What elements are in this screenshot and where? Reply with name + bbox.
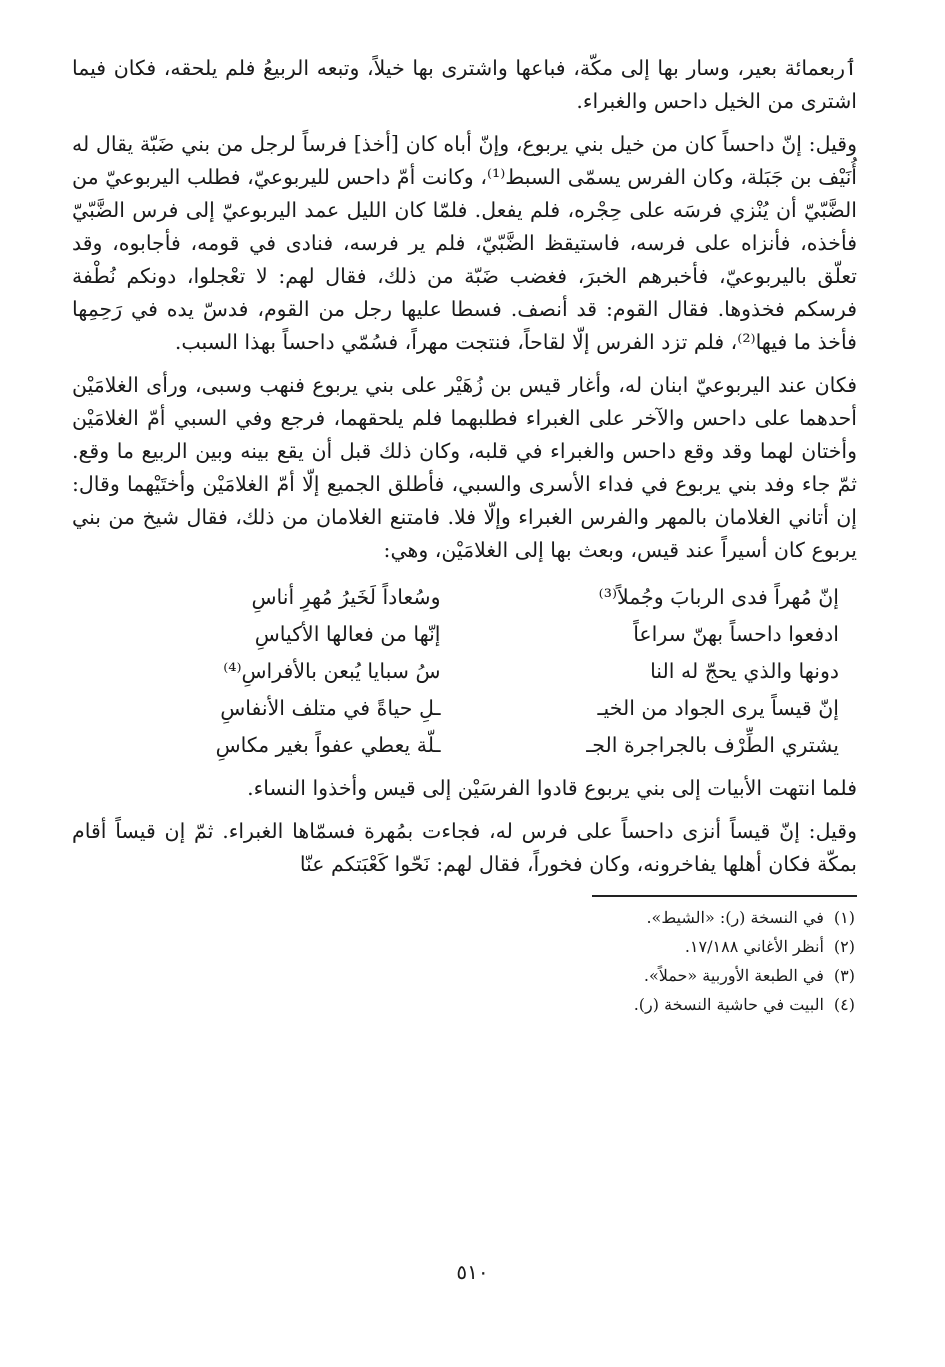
footnote-number: (١)	[833, 908, 855, 927]
footnote-number: (٤)	[833, 995, 855, 1014]
verse-5-first-hemistich: يشتري الطِّرْف بالجراجرة الجـ	[586, 733, 839, 757]
verse-3-second-hemistich: سُ سبايا يُبعن بالأفراسِ⁽⁴⁾	[223, 659, 441, 683]
verse-1-first-hemistich: إنّ مُهراً فدى الربابَ وجُملاً⁽³⁾	[598, 585, 839, 609]
footnote-text: في الطبعة الأوربية «حملاً».	[643, 966, 824, 985]
paragraph-1: ٲربعمائة بعير، وسار بها إلى مكّة، فباعها واشترى بها خيلاً، وتبعه الربيعُ فلم يلحقه، فكان فيما اشترى من الخيل داحس والغبراء.	[72, 56, 857, 113]
paragraph-3: فكان عند اليربوعيّ ابنان له، وأغار قيس بن زُهَيْر على بني يربوع فنهب وسبى، ورأى الغلامَيْن أحدهما على داحس والآخر على الغبراء فطلبهما فلم يلحقهما، فرجع وفي السبي أمّ الغلامَيْن وأختان لهما وقد وقع داحس والغبراء في قلبه، وكان ذلك قبل أن يقع بينه وبين الربيع ما وقع. ثمّ جاء وفد بني يربوع في فداء الأسرى والسبي، فأطلق الجميع إلّا أمّ الغلامَيْن وأختَيْهما وقال: إن أتاني الغلامان بالمهر والفرس الغبراء وإلّا فلا. فامتنع الغلامان من ذلك، فقال شيخ من بني يربوع كان أسيراً عند قيس، وبعث بها إلى الغلامَيْن، وهي:	[72, 373, 857, 562]
verse-2-second-hemistich: إنّها من فعالها الأكياسِ	[254, 622, 441, 646]
footnote-number: (٣)	[833, 966, 855, 985]
paragraph-2: وقيل: إنّ داحساً كان من خيل بني يربوع، وإنّ أباه كان [أخذ] فرساً لرجل من بني ضَبّة يقال له أُنَيْف بن جَبَلة، وكان الفرس يسمّى السبط⁽¹⁾، وكانت أمّ داحس لليربوعيّ، فطلب اليربوعيّ من الضَّبّيّ أن يُنْزي فرسَه على حِجْره، فلم يفعل. فلمّا كان الليل عمد اليربوعيّ إلى فرس الضَّبّيّ فأخذه، فأنزاه على فرسه، فاستيقظ الضَّبّيّ، فلم ير فرسه، فنادى في قومه، فأجابوه، وقد تعلّق باليربوعيّ، فأخبرهم الخبرَ، فغضب ضَبّة من ذلك، فقال لهم: لا تعْجلوا، دونكم نُطْفة فرسكم فخذوها. فقال القوم: قد أنصف. فسطا عليها رجل من القوم، فدسّ يده في رَحِمِها فأخذ ما فيها⁽²⁾، فلم تزد الفرس إلّا لقاحاً، فنتجت مهراً، فسُمّي داحساً بهذا السبب.	[72, 132, 857, 354]
verse-2-first-hemistich: ادفعوا داحساً بهنّ سراعاً	[633, 622, 839, 646]
page-number: ٥١٠	[456, 1260, 489, 1284]
main-text	[72, 52, 857, 881]
footnotes	[72, 903, 857, 1019]
footnote-2	[72, 932, 855, 961]
footnote-text: أنظر الأغاني ١٧/١٨٨.	[684, 937, 824, 956]
footnote-text: البيت في حاشية النسخة (ر).	[633, 995, 824, 1014]
verse-1-second-hemistich: وسُعاداً لَخَيرُ مُهرِ أناسِ	[251, 585, 441, 609]
footnote-text: في النسخة (ر): «الشيط».	[646, 908, 824, 927]
verse-3-first-hemistich: دونها والذي يحجّ له النا	[650, 659, 839, 683]
footnote-4	[72, 990, 855, 1019]
verse-5-second-hemistich: ـلّة يعطي عفواً بغير مكاسِ	[215, 733, 441, 757]
paragraph-4: فلما انتهت الأبيات إلى بني يربوع قادوا الفرسَيْن إلى قيس وأخذوا النساء.	[247, 776, 857, 800]
footnote-3	[72, 961, 855, 990]
verse-4-first-hemistich: إنّ قيساً يرى الجواد من الخيـ	[597, 696, 839, 720]
paragraph-5: وقيل: إنّ قيساً أنزى داحساً على فرس له، فجاءت بمُهرة فسمّاها الغبراء. ثمّ إن قيساً أقام بمكّة فكان أهلها يفاخرونه، وكان فخوراً، فقال لهم: نَحّوا كَعْبَتكم عنّا	[72, 819, 857, 876]
verse-4-second-hemistich: ـلِ حياةً في متلف الأنفاسِ	[220, 696, 441, 720]
footnote-1	[72, 903, 855, 932]
footnote-divider	[592, 895, 857, 897]
footnote-number: (٢)	[833, 937, 855, 956]
poem	[72, 577, 857, 768]
